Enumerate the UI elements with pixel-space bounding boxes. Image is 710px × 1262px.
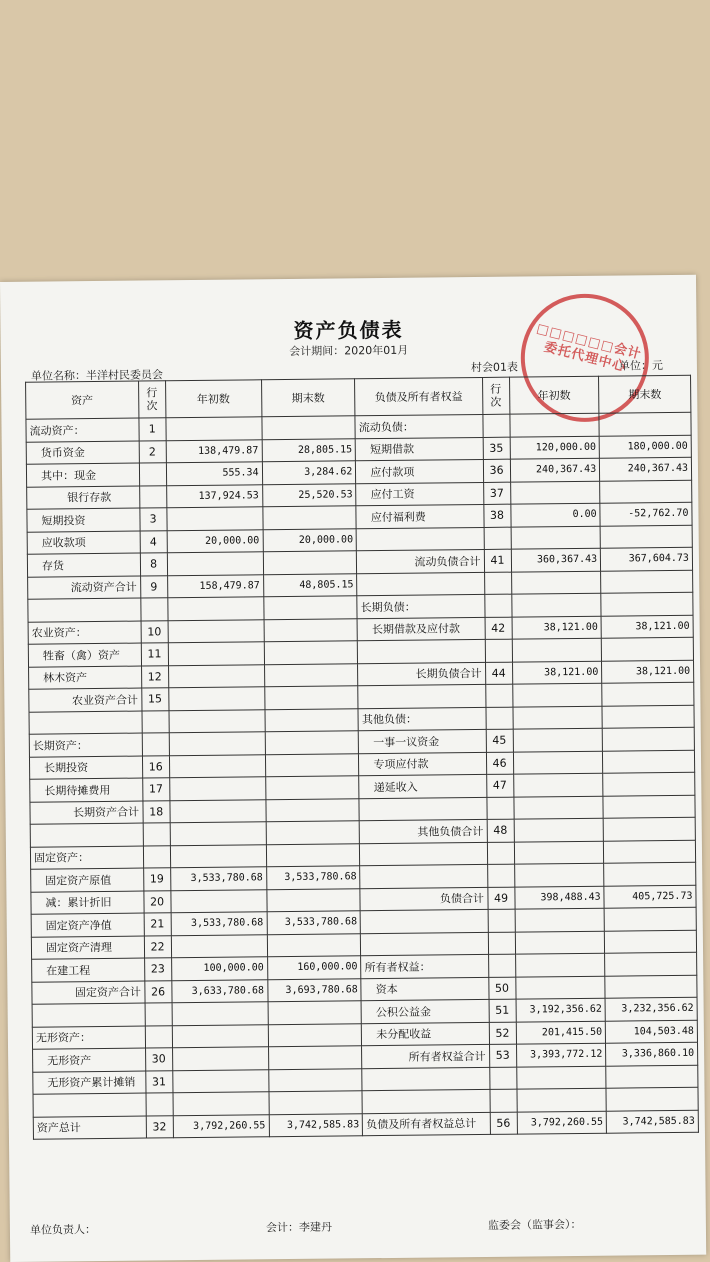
liab-line	[485, 639, 512, 662]
asset-begin	[171, 889, 267, 913]
asset-line: 31	[145, 1070, 172, 1093]
liab-begin: 201,415.50	[516, 1021, 606, 1044]
asset-label: 应收款项	[27, 531, 140, 555]
asset-label	[28, 598, 141, 622]
liab-label: 短期借款	[355, 437, 482, 461]
asset-line: 12	[141, 665, 168, 688]
asset-begin: 20,000.00	[167, 529, 263, 553]
document-title: 资产负债表	[293, 317, 404, 343]
asset-label: 固定资产原值	[31, 868, 144, 892]
liab-line	[484, 594, 511, 617]
asset-label: 农业资产合计	[29, 688, 142, 712]
asset-label	[32, 1003, 145, 1027]
liab-end	[603, 817, 695, 840]
asset-line: 22	[144, 935, 171, 958]
asset-end: 3,533,780.68	[267, 911, 361, 934]
liab-label: 所有者权益合计	[362, 1044, 489, 1068]
asset-end	[265, 753, 359, 776]
liab-line	[489, 1067, 516, 1090]
accounting-period: 会计期间：2020年01月	[289, 343, 409, 358]
asset-end	[266, 843, 360, 866]
asset-label: 存货	[27, 553, 140, 577]
liab-line: 50	[488, 977, 515, 1000]
liab-begin	[513, 706, 603, 729]
asset-begin	[170, 799, 266, 823]
liab-end	[601, 637, 693, 660]
liab-begin	[517, 1088, 607, 1111]
asset-line	[143, 845, 170, 868]
asset-label: 无形资产：	[32, 1026, 145, 1050]
asset-begin	[172, 1024, 268, 1048]
asset-line	[139, 485, 166, 508]
asset-line: 4	[140, 530, 167, 553]
asset-line: 30	[145, 1048, 172, 1071]
asset-end: 25,520.53	[262, 483, 356, 506]
asset-label: 减：累计折旧	[31, 891, 144, 915]
seal-text: □□□□□□会计委托代理中心	[534, 321, 643, 376]
asset-end: 28,805.15	[262, 438, 356, 461]
liab-begin	[515, 976, 605, 999]
liab-begin	[512, 683, 602, 706]
asset-line	[142, 710, 169, 733]
liab-line: 51	[489, 999, 516, 1022]
asset-label: 固定资产净值	[31, 913, 144, 937]
liab-label: 长期借款及应付款	[357, 617, 484, 641]
liab-end	[601, 592, 693, 615]
asset-begin	[168, 687, 264, 711]
liab-begin	[515, 908, 605, 931]
asset-end	[268, 1068, 362, 1091]
liab-end	[602, 705, 694, 728]
liab-begin: 0.00	[510, 503, 600, 526]
liab-label	[358, 639, 485, 663]
liab-label: 其他负债合计	[360, 819, 487, 843]
asset-end: 20,000.00	[263, 528, 357, 551]
asset-line: 15	[141, 688, 168, 711]
asset-begin	[172, 1069, 268, 1093]
asset-begin: 158,479.87	[167, 574, 263, 598]
liab-end	[605, 930, 697, 953]
asset-end	[268, 1046, 362, 1069]
liab-label	[359, 797, 486, 821]
asset-label: 在建工程	[32, 958, 145, 982]
asset-line: 23	[144, 958, 171, 981]
liab-label: 流动负债合计	[357, 549, 484, 573]
liab-label	[362, 1089, 489, 1113]
asset-label: 货币资金	[26, 441, 139, 465]
liab-label: 流动负债：	[355, 414, 482, 438]
asset-line: 19	[143, 868, 170, 891]
header-line: 行次	[138, 381, 165, 418]
liab-label: 公积公益金	[361, 999, 488, 1023]
asset-line: 11	[141, 643, 168, 666]
asset-begin: 555.34	[166, 462, 262, 486]
liab-begin: 38,121.00	[512, 661, 602, 684]
liab-end: 3,336,860.10	[606, 1042, 698, 1065]
header-begin: 年初数	[165, 380, 261, 418]
asset-begin	[169, 732, 265, 756]
asset-end	[265, 708, 359, 731]
liab-end	[602, 727, 694, 750]
liab-end	[604, 907, 696, 930]
liab-line: 48	[487, 819, 514, 842]
liab-label: 一事一议资金	[359, 729, 486, 753]
liab-end	[606, 1065, 698, 1088]
asset-end	[261, 416, 355, 439]
asset-label: 长期待摊费用	[30, 778, 143, 802]
asset-label: 固定资产：	[30, 846, 143, 870]
liab-line	[488, 954, 515, 977]
liab-line: 41	[484, 549, 511, 572]
liab-label: 负债及所有者权益总计	[363, 1112, 490, 1136]
liab-line: 46	[486, 752, 513, 775]
header-end2: 期末数	[599, 375, 691, 413]
asset-end	[263, 596, 357, 619]
asset-line: 8	[140, 553, 167, 576]
liab-begin	[514, 841, 604, 864]
asset-label: 牲畜（禽）资产	[28, 643, 141, 667]
liab-begin	[514, 796, 604, 819]
asset-end	[266, 821, 360, 844]
liab-line	[484, 572, 511, 595]
asset-begin	[167, 552, 263, 576]
asset-begin	[168, 642, 264, 666]
liab-line	[485, 707, 512, 730]
liab-end	[606, 1087, 698, 1110]
liab-label: 负债合计	[360, 887, 487, 911]
liab-label	[360, 864, 487, 888]
asset-begin	[167, 507, 263, 531]
asset-end	[264, 686, 358, 709]
asset-label: 无形资产	[33, 1048, 146, 1072]
asset-line: 21	[144, 913, 171, 936]
asset-line: 17	[142, 778, 169, 801]
asset-begin	[169, 777, 265, 801]
liab-label: 未分配收益	[362, 1022, 489, 1046]
asset-label	[33, 1093, 146, 1117]
asset-line	[146, 1093, 173, 1116]
liab-label	[360, 842, 487, 866]
liab-end	[603, 795, 695, 818]
balance-sheet-table	[25, 375, 699, 1140]
liab-line: 53	[489, 1044, 516, 1067]
liab-line: 52	[489, 1022, 516, 1045]
liab-end: 367,604.73	[601, 547, 693, 570]
asset-line: 18	[143, 800, 170, 823]
header-begin2: 年初数	[509, 376, 599, 414]
asset-line: 26	[144, 980, 171, 1003]
asset-begin	[169, 709, 265, 733]
asset-label: 长期资产合计	[30, 801, 143, 825]
liab-end	[603, 772, 695, 795]
liab-line	[484, 527, 511, 550]
unit-name: 单位名称：半洋村民委员会	[30, 368, 164, 383]
asset-begin	[168, 619, 264, 643]
asset-label: 长期投资	[29, 756, 142, 780]
liab-label	[362, 1067, 489, 1091]
liab-begin: 120,000.00	[510, 436, 600, 459]
liab-label: 应付款项	[356, 459, 483, 483]
liab-line	[482, 414, 509, 437]
liab-begin: 38,121.00	[512, 616, 602, 639]
asset-end: 3,693,780.68	[267, 978, 361, 1001]
asset-label: 短期投资	[27, 508, 140, 532]
asset-line: 10	[141, 620, 168, 643]
liab-begin: 240,367.43	[510, 458, 600, 481]
liab-end: 3,232,356.62	[605, 997, 697, 1020]
footer-accountant: 会计：李建丹	[265, 1220, 332, 1235]
asset-label: 林木资产	[29, 666, 142, 690]
asset-label	[30, 823, 143, 847]
liab-end	[605, 975, 697, 998]
liab-label	[361, 932, 488, 956]
liab-label: 长期负债：	[357, 594, 484, 618]
liab-end: 405,725.73	[604, 885, 696, 908]
asset-begin: 3,533,780.68	[171, 912, 267, 936]
asset-begin: 138,479.87	[166, 439, 262, 463]
asset-label: 农业资产：	[28, 621, 141, 645]
asset-line	[140, 598, 167, 621]
asset-begin	[173, 1092, 269, 1116]
asset-end: 3,284.62	[262, 461, 356, 484]
liab-label: 长期负债合计	[358, 662, 485, 686]
liab-line	[489, 1089, 516, 1112]
liab-label: 资本	[361, 977, 488, 1001]
balance-sheet-paper	[0, 275, 706, 1262]
liab-line: 49	[487, 887, 514, 910]
asset-end	[268, 1001, 362, 1024]
liab-end: 38,121.00	[601, 615, 693, 638]
asset-begin: 3,633,780.68	[171, 979, 267, 1003]
liab-begin: 398,488.43	[514, 886, 604, 909]
liab-line	[488, 909, 515, 932]
liab-begin	[513, 728, 603, 751]
asset-begin	[172, 1002, 268, 1026]
asset-end: 3,533,780.68	[266, 866, 360, 889]
liab-line: 56	[490, 1112, 517, 1135]
liab-line	[486, 797, 513, 820]
currency-unit: 单位：元	[618, 359, 663, 373]
liab-end	[604, 840, 696, 863]
liab-begin	[515, 931, 605, 954]
liab-label: 其他负债：	[358, 707, 485, 731]
asset-line: 32	[146, 1115, 173, 1138]
asset-end	[264, 663, 358, 686]
asset-begin: 137,924.53	[166, 484, 262, 508]
asset-end	[269, 1091, 363, 1114]
asset-line: 3	[139, 508, 166, 531]
asset-begin	[172, 1047, 268, 1071]
asset-label: 流动资产合计	[28, 576, 141, 600]
asset-label: 资产总计	[33, 1116, 146, 1140]
asset-line	[142, 733, 169, 756]
liab-begin	[511, 593, 601, 616]
liab-label	[358, 684, 485, 708]
liab-line: 42	[485, 617, 512, 640]
asset-end	[262, 506, 356, 529]
header-liabilities: 负债及所有者权益	[355, 377, 483, 415]
asset-end: 48,805.15	[263, 573, 357, 596]
liab-line	[485, 684, 512, 707]
asset-end	[265, 776, 359, 799]
asset-end	[263, 551, 357, 574]
liab-begin: 3,792,260.55	[517, 1111, 607, 1134]
asset-end	[265, 798, 359, 821]
liab-end: -52,762.70	[600, 502, 692, 525]
liab-label	[357, 572, 484, 596]
asset-label: 固定资产合计	[32, 981, 145, 1005]
liab-begin: 3,393,772.12	[516, 1043, 606, 1066]
asset-label: 流动资产：	[26, 418, 139, 442]
liab-end	[602, 682, 694, 705]
asset-begin	[166, 417, 262, 441]
asset-label: 固定资产清理	[31, 936, 144, 960]
liab-begin	[510, 413, 600, 436]
liab-begin	[516, 1066, 606, 1089]
liab-label	[356, 527, 483, 551]
asset-end	[264, 641, 358, 664]
asset-line: 2	[139, 440, 166, 463]
liab-begin	[511, 571, 601, 594]
liab-label	[360, 909, 487, 933]
liab-end	[604, 862, 696, 885]
asset-line: 1	[138, 418, 165, 441]
asset-label: 长期资产：	[29, 733, 142, 757]
asset-line	[145, 1025, 172, 1048]
form-code: 村会01表	[470, 360, 518, 375]
liab-end: 240,367.43	[600, 457, 692, 480]
liab-end	[599, 412, 691, 435]
asset-end	[268, 1023, 362, 1046]
liab-end	[601, 570, 693, 593]
header-line2: 行次	[482, 377, 509, 414]
liab-end: 3,742,585.83	[606, 1110, 698, 1133]
liab-line: 36	[483, 459, 510, 482]
liab-end	[600, 525, 692, 548]
header-asset: 资产	[26, 381, 139, 419]
liab-label: 专项应付款	[359, 752, 486, 776]
asset-end: 160,000.00	[267, 956, 361, 979]
asset-label: 银行存款	[27, 486, 140, 510]
liab-line: 47	[486, 774, 513, 797]
liab-line	[487, 842, 514, 865]
liab-line	[487, 864, 514, 887]
liab-begin	[514, 863, 604, 886]
asset-label: 无形资产累计摊销	[33, 1071, 146, 1095]
liab-line: 45	[486, 729, 513, 752]
liab-line: 44	[485, 662, 512, 685]
liab-line	[488, 932, 515, 955]
asset-begin: 3,533,780.68	[170, 867, 266, 891]
liab-label: 所有者权益：	[361, 954, 488, 978]
liab-end: 180,000.00	[599, 435, 691, 458]
asset-line: 20	[143, 890, 170, 913]
liab-line: 38	[483, 504, 510, 527]
asset-line: 9	[140, 575, 167, 598]
liab-line: 37	[483, 482, 510, 505]
header-end: 期末数	[261, 379, 355, 417]
asset-line	[145, 1003, 172, 1026]
liab-label: 应付福利费	[356, 504, 483, 528]
footer-head: 单位负责人：	[29, 1223, 96, 1237]
asset-begin: 3,792,260.55	[173, 1114, 269, 1138]
asset-end	[267, 933, 361, 956]
liab-end: 104,503.48	[605, 1020, 697, 1043]
asset-begin	[169, 754, 265, 778]
liab-end	[603, 750, 695, 773]
asset-begin	[168, 664, 264, 688]
asset-begin	[170, 822, 266, 846]
liab-begin	[515, 953, 605, 976]
footer-supervisor: 监委会（监事会）：	[487, 1217, 582, 1232]
liab-end	[605, 952, 697, 975]
liab-begin	[513, 773, 603, 796]
asset-begin	[167, 597, 263, 621]
asset-end	[264, 618, 358, 641]
asset-label: 其中：现金	[26, 463, 139, 487]
liab-end: 38,121.00	[602, 660, 694, 683]
liab-begin: 3,192,356.62	[516, 998, 606, 1021]
asset-line	[143, 823, 170, 846]
liab-end	[600, 480, 692, 503]
liab-label: 应付工资	[356, 482, 483, 506]
liab-begin	[510, 481, 600, 504]
liab-label: 递延收入	[359, 774, 486, 798]
asset-end	[265, 731, 359, 754]
asset-line: 16	[142, 755, 169, 778]
asset-end: 3,742,585.83	[269, 1113, 363, 1136]
asset-begin	[170, 844, 266, 868]
asset-line	[139, 463, 166, 486]
asset-end	[266, 888, 360, 911]
liab-begin	[511, 526, 601, 549]
asset-begin: 100,000.00	[171, 957, 267, 981]
liab-begin: 360,367.43	[511, 548, 601, 571]
liab-line: 35	[483, 437, 510, 460]
liab-begin	[512, 638, 602, 661]
liab-begin	[514, 818, 604, 841]
asset-label	[29, 711, 142, 735]
liab-begin	[513, 751, 603, 774]
asset-begin	[171, 934, 267, 958]
